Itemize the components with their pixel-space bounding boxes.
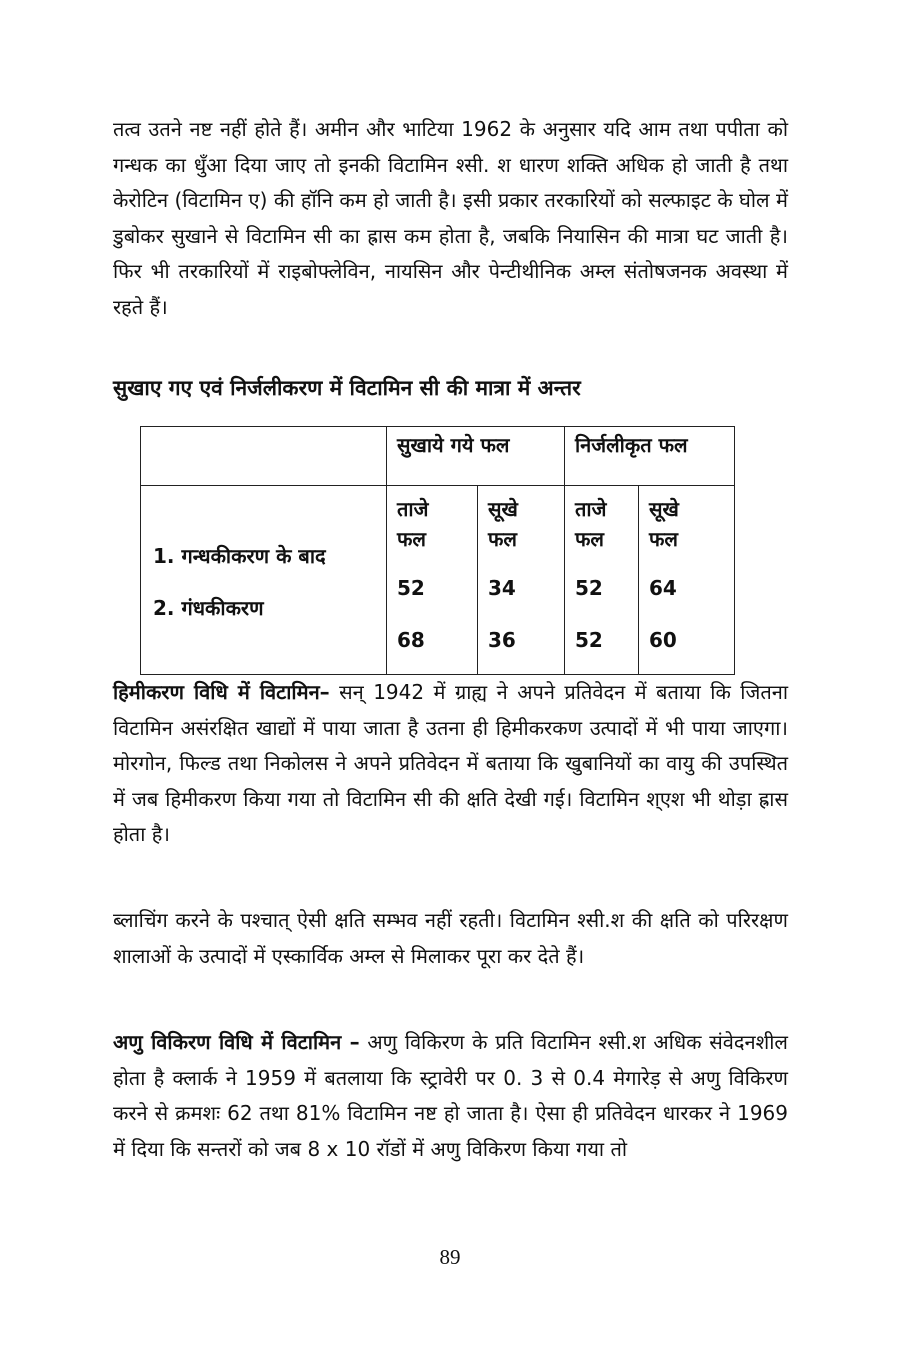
vitamin-c-table	[140, 426, 735, 675]
column-dehydrated-fresh	[565, 486, 639, 675]
paragraph-intro: तत्व उतने नष्ट नहीं होते हैं। अमीन और भाटिया 1962 के अनुसार यदि आम तथा पपीता को गन्धक का धुँआ दिया जाए तो इनकी विटामिन श्सी. श धारण शक्ति अधिक हो जाती है तथा केरोटिन (विटामिन ए) की हॉनि कम हो जाती है। इसी प्रकार तरकारियों को सल्फाइट के घोल में डुबोकर सुखाने से विटामिन सी का ह्रास कम होता है, जबकि नियासिन की मात्रा घट जाती है। फिर भी तरकारियों में राइबोफ्लेविन, नायसिन और पेन्टीथीनिक अम्ल संतोषजनक अवस्था में रहते हैं।	[113, 117, 788, 319]
subheader-word: फल	[575, 527, 604, 551]
table-header-row	[141, 427, 735, 486]
table-corner-cell	[141, 427, 387, 486]
table-heading: सुखाए गए एवं निर्जलीकरण में विटामिन सी की मात्रा में अन्तर	[113, 376, 581, 400]
value-cell: 52	[397, 576, 425, 600]
freezing-text: सन् 1942 में ग्राह्य ने अपने प्रतिवेदन में बताया कि जितना विटामिन असंरक्षित खाद्यों में पाया जाता है उतना ही हिमीकरकण उत्पादों में भी पाया जाएगा। मोरगोन, फिल्ड तथा निकोलस ने अपने प्रतिवेदन में बताया कि खुबानियों का वायु की उपस्थित में जब हिमीकरण किया गया तो विटामिन सी की क्षति देखी गई। विटामिन श्एश भी थोड़ा ह्रास होता है।	[113, 680, 788, 846]
subheader-word: फल	[649, 527, 678, 551]
subheader-word: ताजे	[397, 497, 429, 521]
value-cell: 64	[649, 576, 677, 600]
value-cell: 52	[575, 576, 603, 600]
page-number: 89	[439, 1245, 461, 1269]
paragraph-irradiation	[113, 1025, 788, 1167]
value-cell: 68	[397, 628, 425, 652]
column-dried-dry	[478, 486, 565, 675]
row-label-1: 1. गन्धकीकरण के बाद	[153, 544, 326, 568]
irradiation-heading: अणु विकिरण विधि में विटामिन –	[113, 1030, 360, 1054]
value-cell: 52	[575, 628, 603, 652]
value-cell: 36	[488, 628, 516, 652]
paragraph-freezing	[113, 675, 788, 853]
subheader-word: ताजे	[575, 497, 607, 521]
group-header-dehydrated: निर्जलीकृत फल	[565, 427, 735, 486]
row-label-2: 2. गंधकीकरण	[153, 596, 264, 620]
column-dehydrated-dry	[639, 486, 735, 675]
subheader-word: सूखे	[649, 497, 679, 521]
subheader-word: फल	[397, 527, 426, 551]
column-dried-fresh	[387, 486, 478, 675]
table-body-row	[141, 486, 735, 675]
value-cell: 60	[649, 628, 677, 652]
paragraph-blanching: ब्लाचिंग करने के पश्चात् ऐसी क्षति सम्भव नहीं रहती। विटामिन श्सी.श की क्षति को परिरक्षण शालाओं के उत्पादों में एस्कार्विक अम्ल से मिलाकर पूरा कर देते हैं।	[113, 908, 788, 968]
group-header-dried: सुखाये गये फल	[387, 427, 565, 486]
subheader-word: फल	[488, 527, 517, 551]
irradiation-text: अणु विकिरण के प्रति विटामिन श्सी.श अधिक संवेदनशील होता है क्लार्क ने 1959 में बतलाया कि स्ट्रावेरी पर 0. 3 से 0.4 मेगारेड़ से अणु विकिरण करने से क्रमशः 62 तथा 81% विटामिन नष्ट हो जाता है। ऐसा ही प्रतिवेदन धारकर ने 1969 में दिया कि सन्तरों को जब 8 x 10 रॉडों में अणु विकिरण किया गया तो	[113, 1030, 788, 1161]
row-labels-cell	[141, 486, 387, 675]
value-cell: 34	[488, 576, 516, 600]
subheader-word: सूखे	[488, 497, 518, 521]
freezing-heading: हिमीकरण विधि में विटामिन–	[113, 680, 330, 704]
